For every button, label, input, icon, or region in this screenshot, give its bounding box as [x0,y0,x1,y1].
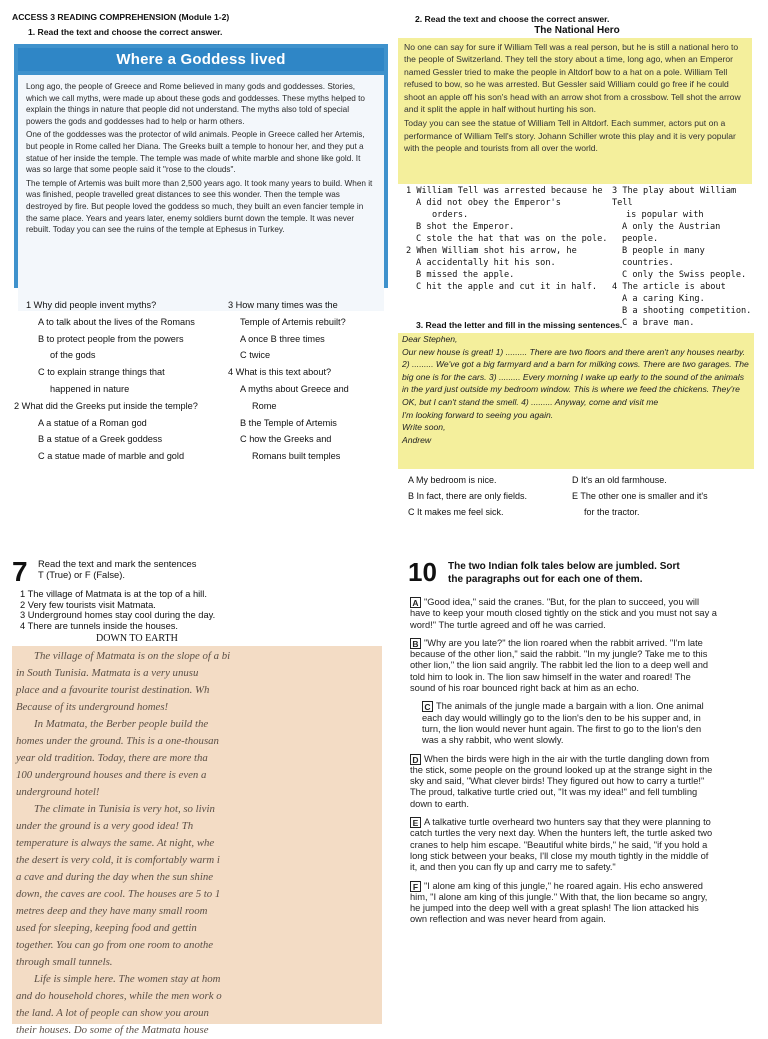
paragraph-text: When the birds were high in the air with the turtle dangling down from the stick, some people on the ground looked up at the strange sight in the sky and said, "What clever birds! They figured out how to carry a turtle!" The proud, talkative turtle cried out, "It was my idea!" and fell tumbling down to earth. [410,753,713,809]
text-line: metres deep and they have many small room [16,905,208,917]
hero-question-4: 4 The article is about [612,282,726,292]
hero-paragraph: Today you can see the statue of William Tell in Altdorf. Each summer, actors put on a performance of William Tell's story. Johann Schiller wrote this play and it is very popular with the people and tourists from all over the world. [404,118,736,154]
question-3: 3 How many times was the [228,300,338,310]
hero-paragraph: No one can say for sure if William Tell was a real person, but he is still a national hero to the people of Switzerland. They tell the story about a time, long ago, when an Emperor named Gessler tried to make the people in Altdorf bow to a hat on a pole. William Tell refused to bow, so he was arrested. But Gessler said William could go free if he could shoot an apple off his son's head with an arrow shot from a crossbow. Tell shot the arrow and it split the apple in half without hurting his son. [404,42,741,115]
text-line: under the ground is a very good idea! Th [16,820,194,832]
letter-body: Our new house is great! 1) ......... There are two floors and there aren't any houses nearby. 2) ......... We've got a big farmyard and a barn for milking cows. There are two garages. The big one is for the cars. 3) ......... Every morning I wake up early to the sound of the animals in the yard just outside my bedroom window. This is where we feed the chickens. They're OK, but I can't stand the smell. 4) ......... Anyway, come and visit me [402,346,749,407]
text-line: used for sleeping, keeping food and gettin [16,922,197,934]
goddess-questions-right [228,297,388,465]
option[interactable]: C It makes me feel sick. [408,507,504,517]
text-line: 100 underground houses and there is even a [16,769,207,781]
option[interactable]: B a statue of a Greek goddess [38,434,163,445]
question-cont: is popular with [626,210,704,220]
text-line: the desert is very cold, it is comfortably warm i [16,854,220,866]
national-hero-text [398,38,752,184]
option[interactable]: B people in many countries. [622,246,705,268]
option[interactable]: E The other one is smaller and it's [572,491,708,501]
folk-paragraph-b [410,638,718,694]
matmata-text [12,646,382,1039]
goddess-paragraph: The temple of Artemis was built more than 2,500 years ago. It took many years to build. When it was finished, people travelled great distances to see this wonder. Then the temple was destroyed by fire. But people loved the goddess so much, they built an even fancier temple in the same place. Years and years later, enemy soldiers burnt down the temple. It was never rebuilt. Today you can see the ruins of the temple at Ephesus in Turkey. [26,178,373,235]
question-1: 1 Why did people invent myths? [26,300,157,310]
text-line: year old tradition. Today, there are more tha [16,752,208,764]
letter-text [398,333,754,469]
option-cont: for the tractor. [584,507,640,517]
national-hero-title: The National Hero [534,25,620,36]
paragraph-text: "Good idea," said the cranes. "But, for the plan to succeed, you will have to keep your mouth closed tightly on the stick and you must not say a word!" The turtle agreed and off he was carried. [410,597,717,630]
paragraph-text: A talkative turtle overheard two hunters say that they were planning to catch turtles the very next day. When the hunters left, the turtle asked two cranes to help him escape. "Beautiful white birds," he said, "if you hold a long stick between your beaks, I'll close my mouth tightly in the middle of it, and then you can fly up and carry me to safety." [410,817,713,873]
option[interactable]: A myths about Greece and [240,383,349,394]
text-line: in South Tunisia. Matmata is a very unusu [16,667,199,679]
folk-instruction [448,560,680,586]
letter-line: I'm looking forward to seeing you again. [402,409,554,420]
option[interactable]: B to protect people from the powers [38,333,184,344]
paragraph-letter-box: C [422,701,433,712]
hero-question-3: 3 The play about William Tell [612,186,737,208]
paragraph-text: "Why are you late?" the lion roared when the rabbit arrived. "I'm late because of the other lion," said the rabbit. "In my jungle? Take me to this other lion," the lion said angrily. The rabbit led the lion to a deep well and told him to look in. The lion saw himself in the water and roared! The sound of his roar bounced right back at him as an echo. [410,637,709,694]
option[interactable]: C a statue made of marble and gold [38,451,185,462]
letter-greeting: Dear Stephen, [402,334,458,344]
goddess-title: Where a Goddess lived [18,48,384,71]
folk-tales [410,597,718,1024]
text-line: together. You can go from one room to anothe [16,939,214,951]
text-line: through small tunnels. [16,956,113,968]
option[interactable]: C a brave man. [622,318,695,328]
text-line: their houses. Do some of the Matmata house [16,1024,209,1036]
paragraph-letter-box: F [410,881,421,892]
option[interactable]: A only the Austrian people. [622,222,721,244]
statement: 1 The village of Matmata is at the top of a hill. [20,589,207,599]
option[interactable]: A accidentally hit his son. [416,258,556,268]
option[interactable]: C twice [240,350,271,361]
hero-questions-left [406,185,616,293]
letter-signature: Andrew [402,434,432,445]
goddess-reading-panel [14,44,388,288]
option[interactable]: C how the Greeks and [240,434,332,445]
text-line: and do household chores, while the men work o [16,990,222,1002]
task3-instruction: 3. Read the letter and fill in the missing sentences. [416,320,623,330]
option[interactable]: A a statue of a Roman god [38,417,147,428]
statement: 2 Very few tourists visit Matmata. [20,599,156,610]
instruction-line: Read the text and mark the sentences [38,558,197,569]
text-line: the land. A lot of people can show you aroun [16,1007,209,1019]
statement: 3 Underground homes stay cool during the day. [20,610,216,621]
option[interactable]: B In fact, there are only fields. [408,491,528,501]
question-3-cont: Temple of Artemis rebuilt? [240,316,346,327]
paragraph-letter-box: A [410,597,421,608]
text-line: temperature is always the same. At night, whe [16,837,215,849]
instruction-line: The two Indian folk tales below are jumbled. Sort [448,561,680,572]
exercise-number-10: 10 [408,557,437,587]
paragraph-letter-box: B [410,638,421,649]
paragraph-letter-box: D [410,754,421,765]
option[interactable]: B missed the apple. [416,270,515,280]
option[interactable]: D It's an old farmhouse. [572,475,667,485]
text-line: down, the caves are cool. The houses are 5 to 1 [16,888,221,900]
letter-line: Write soon, [402,422,446,433]
option[interactable]: B the Temple of Artemis [240,417,337,428]
matmata-text-panel [12,646,382,1036]
folk-paragraph-a [410,597,718,631]
option-cont: Rome [252,400,277,411]
matmata-statements [20,589,390,631]
option-cont: Romans built temples [252,451,341,462]
instruction-line: T (True) or F (False). [38,569,125,580]
text-line: The climate in Tunisia is very hot, so livin [34,803,215,815]
hero-questions-right [612,185,760,329]
option[interactable]: C stole the hat that was on the pole. [416,234,608,244]
folk-paragraph-d [410,754,718,810]
goddess-paragraph: Long ago, the people of Greece and Rome believed in many gods and goddesses. Stories, which we call myths, were made up about these gods and goddesses. These myths helped to explain the things in nature that people did not understand. The myths also told of special powers the gods and goddesses had to help or harm others. [26,82,365,126]
paragraph-letter-box: E [410,817,421,828]
question-4: 4 What is this text about? [228,367,332,378]
statement: 4 There are tunnels inside the houses. [20,620,178,631]
module-title: ACCESS 3 READING COMPREHENSION (Module 1-2) [12,12,230,22]
task1-instruction: 1. Read the text and choose the correct answer. [28,27,223,37]
option[interactable]: C hit the apple and cut it in half. [416,282,598,292]
text-line: a cave and during the day when the sun shine [16,871,214,883]
instruction-line: the paragraphs out for each one of them. [448,574,643,585]
question-2: 2 What did the Greeks put inside the temple? [14,400,198,411]
option[interactable]: C to explain strange things that [38,367,165,378]
goddess-text [18,75,384,311]
exercise-number-7: 7 [12,556,28,587]
option[interactable]: A once B three times [240,333,325,344]
option-cont: happened in nature [50,383,130,394]
text-line: place and a favourite tourist destination. Wh [16,684,210,696]
text-line: Life is simple here. The women stay at hom [34,973,221,985]
goddess-paragraph: One of the goddesses was the protector of wild animals. People in Greece called her Artemis, but people in Rome called her Diana. The Greeks built a temple to honour her, and they put a statue of her inside the temple. The temple was made of white marble and shone like gold. It was so large that some people said it "rose to the clouds". [26,130,365,175]
option[interactable]: A a caring King. [622,294,705,304]
text-line: Because of its underground homes! [16,701,169,713]
hero-question-1: 1 William Tell was arrested because he [406,186,603,196]
option[interactable]: B shot the Emperor. [416,222,515,232]
matmata-instruction [38,558,196,580]
paragraph-text: "I alone am king of this jungle," he roared again. His echo answered him, "I alone am king of this jungle." With that, the lion became so angry, he jumped into the deep well with a great splash! The lion attacked his own reflection and was never heard from again. [410,880,708,925]
option[interactable]: A to talk about the lives of the Romans [38,316,195,327]
folk-paragraph-c [410,701,718,746]
folk-paragraph-f [410,881,718,926]
folk-paragraph-e [410,817,718,873]
text-line: underground hotel! [16,786,100,798]
text-line: homes under the ground. This is a one-thousan [16,735,219,747]
hero-question-2: 2 When William shot his arrow, he [406,246,577,256]
option-cont: orders. [432,210,469,220]
goddess-questions-left [14,297,226,465]
option[interactable]: B a shooting competition. [622,306,752,316]
option[interactable]: A did not obey the Emperor's [416,198,561,208]
task2-instruction: 2. Read the text and choose the correct answer. [415,14,610,24]
option[interactable]: A My bedroom is nice. [408,475,497,485]
option[interactable]: C only the Swiss people. [622,270,747,280]
paragraph-text: The animals of the jungle made a bargain with a lion. One animal each day would willingly go to the lion's den to be his supper and, in turn, the lion would never hunt again. The first to go to the lion's den was a shy rabbit, who went slowly. [422,701,704,746]
option-cont: of the gods [50,350,96,361]
matmata-title: DOWN TO EARTH [96,633,178,644]
text-line: The village of Matmata is on the slope of a bi [34,650,231,662]
text-line: In Matmata, the Berber people build the [34,718,209,730]
